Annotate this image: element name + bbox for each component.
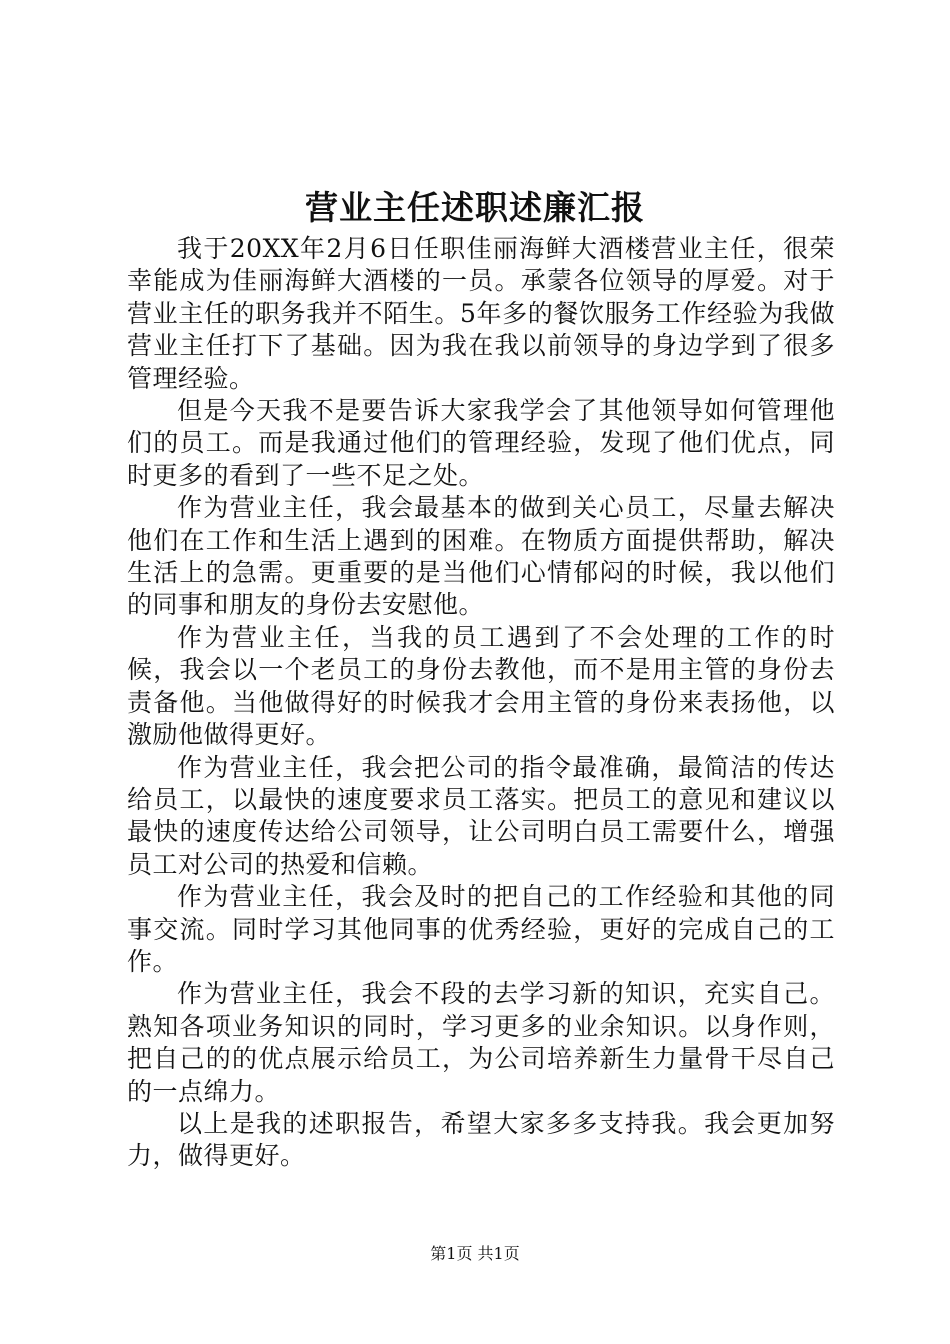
paragraph-7: 作为营业主任，我会不段的去学习新的知识，充实自己。熟知各项业务知识的同时，学习更多的业余知识。以身作则，把自己的的优点展示给员工，为公司培养新生力量骨干尽自己的一点绵力。	[127, 979, 835, 1106]
paragraph-2: 但是今天我不是要告诉大家我学会了其他领导如何管理他们的员工。而是我通过他们的管理经验，发现了他们优点，同时更多的看到了一些不足之处。	[127, 396, 835, 490]
paragraph-8: 以上是我的述职报告，希望大家多多支持我。我会更加努力，做得更好。	[127, 1108, 835, 1171]
page-footer: 第1页 共1页	[430, 1244, 520, 1263]
document-body	[127, 233, 835, 1173]
paragraph-1: 我于20XX年2月6日任职佳丽海鲜大酒楼营业主任，很荣幸能成为佳丽海鲜大酒楼的一员。承蒙各位领导的厚爱。对于营业主任的职务我并不陌生。5年多的餐饮服务工作经验为我做营业主任打下了基础。因为我在我以前领导的身边学到了很多管理经验。	[127, 234, 835, 393]
paragraph-4: 作为营业主任，当我的员工遇到了不会处理的工作的时候，我会以一个老员工的身份去教他，而不是用主管的身份去责备他。当他做得好的时候我才会用主管的身份来表扬他，以激励他做得更好。	[127, 622, 835, 750]
paragraph-5: 作为营业主任，我会把公司的指令最准确，最简洁的传达给员工，以最快的速度要求员工落实。把员工的意见和建议以最快的速度传达给公司领导，让公司明白员工需要什么，增强员工对公司的热爱和信赖。	[127, 752, 835, 879]
document-title: 营业主任述职述廉汇报	[305, 188, 645, 227]
paragraph-6: 作为营业主任，我会及时的把自己的工作经验和其他的同事交流。同时学习其他同事的优秀经验，更好的完成自己的工作。	[127, 882, 835, 976]
paragraph-3: 作为营业主任，我会最基本的做到关心员工，尽量去解决他们在工作和生活上遇到的困难。在物质方面提供帮助，解决生活上的急需。更重要的是当他们心情郁闷的时候，我以他们的同事和朋友的身份去安慰他。	[127, 493, 835, 620]
